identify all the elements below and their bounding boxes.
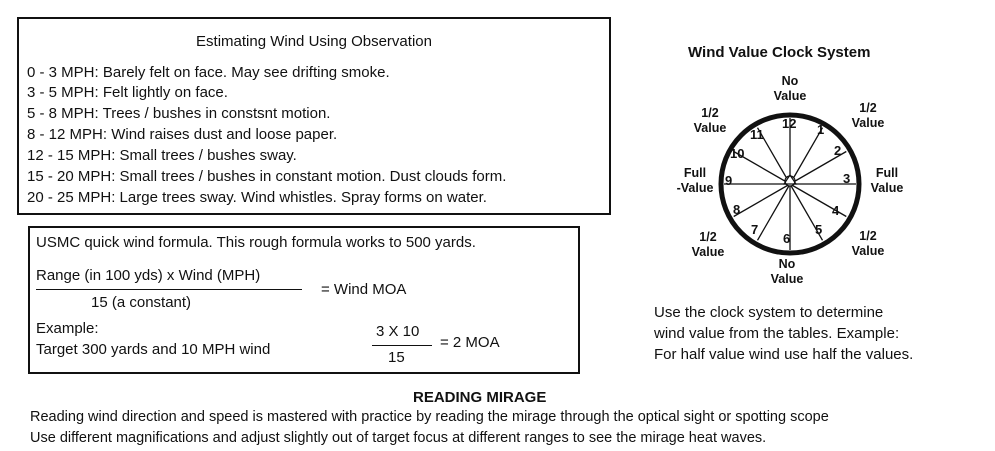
observation-title: Estimating Wind Using Observation [196, 33, 432, 50]
clock-label-top-right: 1/2 Value [851, 101, 885, 130]
clock-number: 9 [725, 173, 733, 188]
formula-heading: USMC quick wind formula. This rough formula works to 500 yards. [36, 234, 476, 251]
clock-number: 3 [843, 171, 851, 186]
mirage-title: READING MIRAGE [413, 389, 547, 406]
observation-row [27, 64, 390, 81]
row-desc: Barely felt on face. May see drifting smoke. [102, 64, 390, 81]
formula-numerator: Range (in 100 yds) x Wind (MPH) [36, 267, 261, 284]
observation-row [27, 147, 297, 164]
formula-result: = Wind MOA [321, 281, 407, 298]
clock-number: 8 [733, 202, 741, 217]
clock-label-right: Full Value [870, 166, 904, 195]
clock-number: 4 [832, 203, 840, 218]
clock-number: 6 [783, 231, 791, 246]
clock-label-bottom-left: 1/2 Value [691, 230, 725, 259]
clock-title: Wind Value Clock System [688, 44, 871, 61]
clock-label-top: No Value [773, 74, 807, 103]
observation-row [27, 126, 337, 143]
clock-label-bottom: No Value [770, 257, 804, 286]
mirage-line: Use different magnifications and adjust slightly out of target focus at different ranges to see the mirage heat waves. [30, 430, 767, 446]
example-result: = 2 MOA [440, 334, 500, 351]
observation-row [27, 168, 506, 185]
clock-number: 12 [782, 116, 797, 131]
row-range: 8 - 12 MPH: [27, 126, 108, 143]
clock-number: 7 [751, 222, 759, 237]
example-numerator: 3 X 10 [376, 323, 420, 340]
row-desc: Wind raises dust and loose paper. [111, 126, 338, 143]
clock-number: 10 [730, 146, 745, 161]
clock-label-bottom-right: 1/2 Value [851, 229, 885, 258]
row-desc: Trees / bushes in constsnt motion. [102, 105, 331, 122]
row-desc: Felt lightly on face. [102, 84, 228, 101]
example-denominator: 15 [388, 349, 405, 366]
clock-label-top-left: 1/2 Value [693, 106, 727, 135]
row-range: 5 - 8 MPH: [27, 105, 99, 122]
example-label: Example: [36, 320, 99, 337]
formula-fraction-line [36, 289, 302, 290]
row-desc: Large trees sway. Wind whistles. Spray forms on water. [119, 189, 487, 206]
row-desc: Small trees / bushes in constant motion. Dust clouds form. [119, 168, 507, 185]
row-range: 0 - 3 MPH: [27, 64, 99, 81]
clock-number: 5 [815, 222, 823, 237]
row-desc: Small trees / bushes sway. [119, 147, 297, 164]
clock-caption: Use the clock system to determine wind value from the tables. Example: For half value wind use half the values. [654, 304, 914, 363]
observation-row [27, 84, 228, 101]
observation-box [17, 17, 611, 215]
clock-number: 1 [817, 122, 825, 137]
formula-denominator: 15 (a constant) [91, 294, 192, 311]
formula-box [28, 226, 580, 374]
mirage-line: Reading wind direction and speed is mastered with practice by reading the mirage through the optical sight or spotting scope [30, 409, 829, 425]
clock-number: 2 [834, 143, 842, 158]
clock-number: 11 [750, 127, 764, 142]
row-range: 15 - 20 MPH: [27, 168, 116, 185]
example-fraction-line [372, 345, 432, 346]
example-text: Target 300 yards and 10 MPH wind [36, 341, 271, 358]
clock-label-left: Full -Value [676, 166, 714, 195]
observation-row [27, 105, 330, 122]
row-range: 20 - 25 MPH: [27, 189, 116, 206]
row-range: 3 - 5 MPH: [27, 84, 99, 101]
row-range: 12 - 15 MPH: [27, 147, 116, 164]
observation-row [27, 189, 487, 206]
mirage-body [30, 407, 995, 449]
